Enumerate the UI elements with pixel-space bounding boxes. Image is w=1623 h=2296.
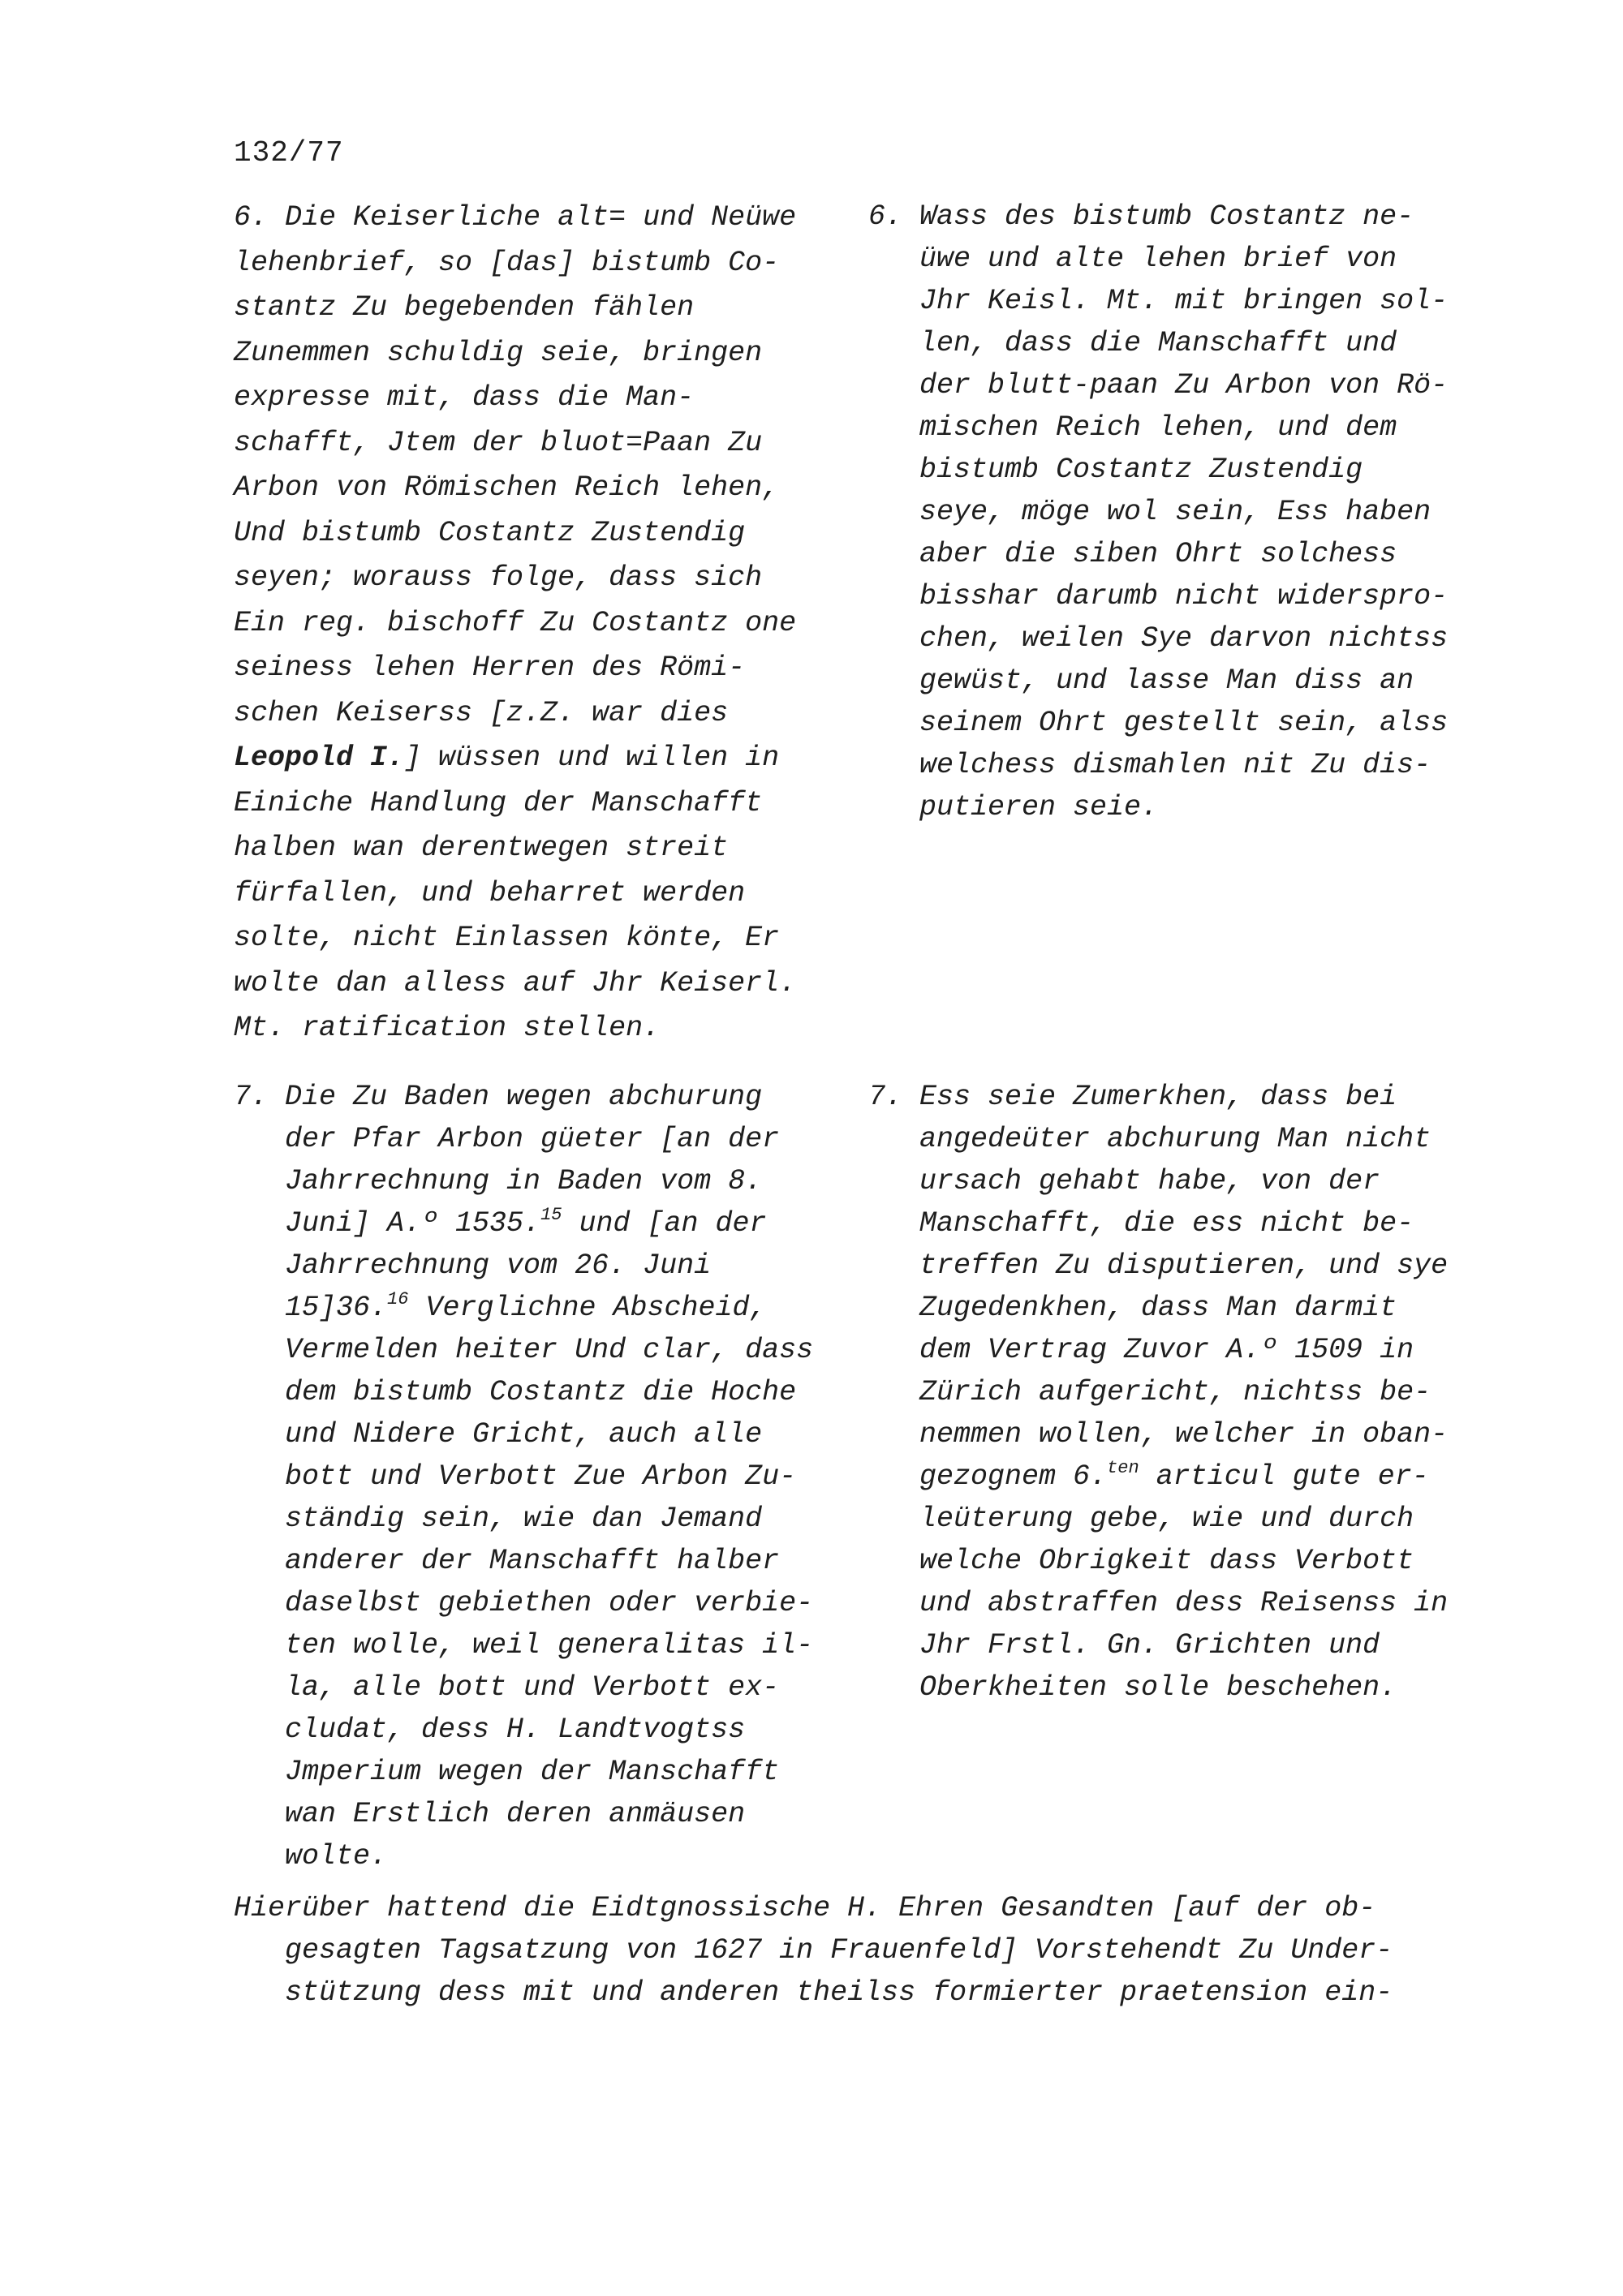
text-fragment: articul gute er- [1139, 1460, 1429, 1493]
text-fragment: und [an der [562, 1207, 767, 1240]
text-line: 6. Die Keiserliche alt= und Neüwe [234, 201, 797, 234]
text-line: cludat, dess H. Landtvogtss [234, 1713, 746, 1746]
text-line [234, 1287, 813, 1329]
text-line: Jhr Frstl. Gn. Grichten und [868, 1629, 1380, 1662]
text-line [234, 1202, 813, 1245]
text-line: Einiche Handlung der Manschafft [234, 786, 763, 819]
text-line: fürfallen, und beharret werden [234, 876, 746, 909]
text-line: 7. Die Zu Baden wegen abchurung [234, 1081, 763, 1113]
text-fragment: ] wüssen und willen in [404, 742, 780, 774]
text-line: halben wan derentwegen streit [234, 832, 729, 864]
text-line: ständig sein, wie dan Jemand [234, 1503, 763, 1535]
text-line: bott und Verbott Zue Arbon Zu- [234, 1460, 797, 1493]
text-line: aber die siben Ohrt solchess [868, 538, 1397, 570]
text-line: angedeüter abchurung Man nicht [868, 1123, 1431, 1155]
text-line: Und bistumb Costantz Zustendig [234, 516, 746, 549]
text-line: schafft, Jtem der bluot=Paan Zu [234, 426, 763, 459]
text-line: ursach gehabt habe, von der [868, 1165, 1380, 1197]
footnote-ref: 15 [540, 1205, 562, 1225]
text-line: seyen; worauss folge, dass sich [234, 561, 763, 594]
text-line: lehenbrief, so [das] bistumb Co- [234, 246, 780, 279]
text-line: Oberkheiten solle beschehen. [868, 1671, 1397, 1704]
text-line: nemmen wollen, welcher in oban- [868, 1418, 1449, 1451]
text-line: gesagten Tagsatzung von 1627 in Frauenfeld] Vorstehendt Zu Under- [234, 1934, 1393, 1967]
text-line: 6. Wass des bistumb Costantz ne- [868, 200, 1414, 233]
text-line: ten wolle, weil generalitas il- [234, 1629, 814, 1662]
text-line: Hierüber hattend die Eidtgnossische H. Ehren Gesandten [auf der ob- [234, 1892, 1376, 1924]
text-line: dem Vertrag Zuvor A.º 1509 in [868, 1334, 1414, 1366]
text-line: und Nidere Gricht, auch alle [234, 1418, 763, 1451]
section-6-right-column [868, 196, 1448, 828]
closing-paragraph [234, 1887, 1393, 2014]
text-line: Zugedenkhen, dass Man darmit [868, 1292, 1397, 1324]
text-fragment: Verglichne Abscheid, [408, 1292, 767, 1324]
footnote-ref: 16 [387, 1289, 409, 1309]
text-line: gewüst, und lasse Man diss an [868, 664, 1414, 697]
text-fragment: gezognem 6. [868, 1460, 1108, 1493]
text-line [234, 736, 796, 781]
text-line: wan Erstlich deren anmäusen [234, 1798, 746, 1830]
text-line: putieren seie. [868, 791, 1159, 823]
text-line: welche Obrigkeit dass Verbott [868, 1545, 1414, 1577]
text-line: üwe und alte lehen brief von [868, 243, 1397, 275]
text-line: wolte dan alless auf Jhr Keiserl. [234, 966, 797, 1000]
text-line: la, alle bott und Verbott ex- [234, 1671, 780, 1704]
section-6-left-column [234, 196, 796, 1051]
text-line: Vermelden heiter Und clar, dass [234, 1334, 814, 1366]
text-line: treffen Zu disputieren, und sye [868, 1249, 1449, 1282]
text-fragment: Juni] A.º 1535. [234, 1207, 541, 1240]
bold-name: Leopold I. [234, 742, 405, 774]
text-line: expresse mit, dass die Man- [234, 381, 695, 414]
text-line: leüterung gebe, wie und durch [868, 1503, 1414, 1535]
text-line: wolte. [234, 1840, 388, 1872]
text-line: stantz Zu begebenden fählen [234, 291, 695, 324]
text-line: der blutt-paan Zu Arbon von Rö- [868, 369, 1449, 402]
section-7-left-column [234, 1076, 813, 1877]
text-line: Arbon von Römischen Reich lehen, [234, 471, 780, 504]
text-line: welchess dismahlen nit Zu dis- [868, 749, 1431, 781]
text-line: und abstraffen dess Reisenss in [868, 1587, 1449, 1619]
text-line: Zürich aufgericht, nichtss be- [868, 1376, 1431, 1408]
section-7-right-column [868, 1076, 1448, 1709]
text-line: Manschafft, die ess nicht be- [868, 1207, 1414, 1240]
text-line: Ein reg. bischoff Zu Costantz one [234, 606, 797, 639]
text-line: daselbst gebiethen oder verbie- [234, 1587, 814, 1619]
text-line: seiness lehen Herren des Römi- [234, 651, 746, 684]
text-line: anderer der Manschafft halber [234, 1545, 780, 1577]
text-line: 7. Ess seie Zumerkhen, dass bei [868, 1081, 1397, 1113]
text-line: chen, weilen Sye darvon nichtss [868, 622, 1449, 655]
text-line: schen Keiserss [z.Z. war dies [234, 696, 729, 729]
text-line [868, 1455, 1448, 1498]
text-line: der Pfar Arbon güeter [an der [234, 1123, 780, 1155]
page-number: 132/77 [234, 136, 344, 170]
superscript: ten [1107, 1458, 1139, 1478]
text-line: Mt. ratification stellen. [234, 1012, 661, 1044]
text-line: Jahrrechnung in Baden vom 8. [234, 1165, 763, 1197]
text-line: Jmperium wegen der Manschafft [234, 1756, 780, 1788]
text-line: seinem Ohrt gestellt sein, alss [868, 707, 1449, 739]
text-line: seye, möge wol sein, Ess haben [868, 496, 1431, 528]
text-line: Jahrrechnung vom 26. Juni [234, 1249, 712, 1282]
text-line: len, dass die Manschafft und [868, 327, 1397, 359]
text-line: solte, nicht Einlassen könte, Er [234, 922, 780, 954]
text-line: Jhr Keisl. Mt. mit bringen sol- [868, 285, 1449, 317]
text-line: bisshar darumb nicht widerspro- [868, 580, 1449, 613]
text-line: Zunemmen schuldig seie, bringen [234, 336, 763, 369]
text-fragment: 15]36. [234, 1292, 388, 1324]
text-line: bistumb Costantz Zustendig [868, 454, 1363, 486]
text-line: dem bistumb Costantz die Hoche [234, 1376, 797, 1408]
text-line: stützung dess mit und anderen theilss formierter praetension ein- [234, 1976, 1393, 2009]
text-line: mischen Reich lehen, und dem [868, 411, 1397, 444]
